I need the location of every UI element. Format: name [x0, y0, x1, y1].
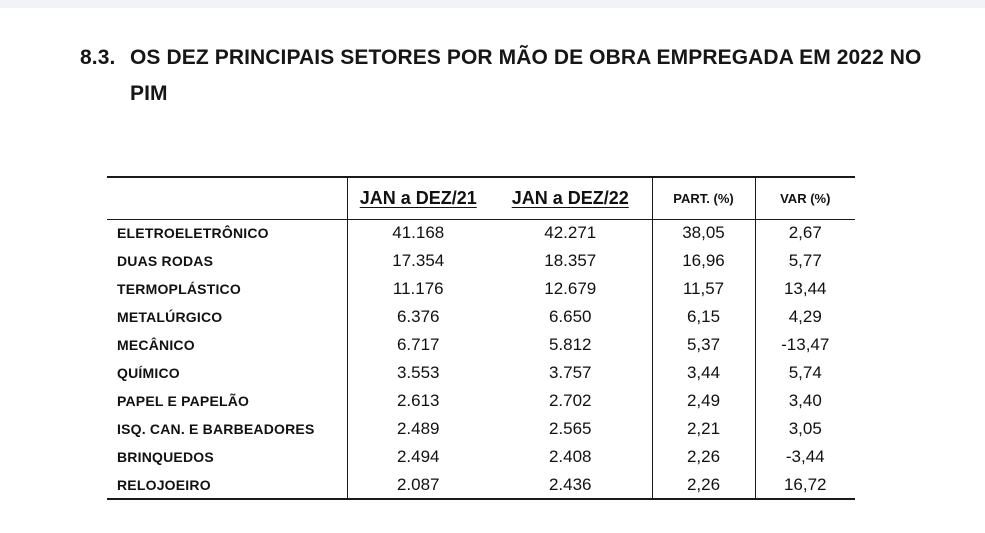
section-title-line-2: PIM — [130, 82, 168, 105]
value-2021: 11.176 — [347, 275, 489, 303]
participation-value: 38,05 — [652, 219, 755, 247]
table-row — [107, 359, 855, 387]
value-2021: 2.613 — [347, 387, 489, 415]
sectors-table — [107, 176, 855, 500]
value-2022: 12.679 — [544, 279, 597, 298]
variation-value: 5,74 — [755, 359, 855, 387]
participation-value: 11,57 — [652, 275, 755, 303]
section-title-line-1: OS DEZ PRINCIPAIS SETORES POR MÃO DE OBRA EMPREGADA EM 2022 NO — [130, 46, 922, 69]
value-2022: 3.757 — [548, 363, 592, 382]
header-participation: PART. (%) — [652, 177, 755, 219]
value-2022: 6.650 — [548, 307, 592, 326]
header-variation: VAR (%) — [755, 177, 855, 219]
top-edge-strip — [0, 0, 985, 8]
table-row — [107, 247, 855, 275]
sector-name: METALÚRGICO — [117, 309, 223, 325]
header-sector — [107, 177, 347, 219]
sector-name: DUAS RODAS — [117, 253, 214, 269]
value-2021: 41.168 — [347, 219, 489, 247]
value-2022: 18.357 — [544, 251, 597, 270]
participation-value: 3,44 — [652, 359, 755, 387]
variation-value: -3,44 — [755, 443, 855, 471]
header-jan-dez-22: JAN a DEZ/22 — [489, 177, 652, 219]
participation-value: 5,37 — [652, 331, 755, 359]
table-row — [107, 471, 855, 499]
value-2021: 6.376 — [347, 303, 489, 331]
value-2022: 2.565 — [548, 419, 592, 438]
variation-value: 16,72 — [755, 471, 855, 499]
variation-value: 3,40 — [755, 387, 855, 415]
variation-value: 5,77 — [755, 247, 855, 275]
table-row — [107, 219, 855, 247]
participation-value: 2,49 — [652, 387, 755, 415]
variation-value: 3,05 — [755, 415, 855, 443]
participation-value: 16,96 — [652, 247, 755, 275]
value-2021: 2.489 — [347, 415, 489, 443]
participation-value: 2,26 — [652, 471, 755, 499]
sector-name: ELETROELETRÔNICO — [117, 225, 269, 242]
variation-value: 4,29 — [755, 303, 855, 331]
variation-value: -13,47 — [755, 331, 855, 359]
sector-name: ISQ. CAN. E BARBEADORES — [117, 421, 315, 437]
value-2021: 2.494 — [347, 443, 489, 471]
table-row — [107, 443, 855, 471]
value-2022: 2.702 — [548, 391, 592, 410]
value-2022: 2.436 — [489, 471, 652, 499]
section-heading — [80, 40, 950, 112]
value-2021: 17.354 — [347, 247, 489, 275]
value-2022: 42.271 — [544, 223, 597, 243]
value-2022: 5.812 — [548, 335, 592, 354]
value-2021: 3.553 — [347, 359, 489, 387]
sector-name: MECÂNICO — [117, 337, 195, 353]
table-row — [107, 415, 855, 443]
header-jan-dez-21: JAN a DEZ/21 — [347, 177, 489, 219]
table-row — [107, 387, 855, 415]
variation-value: 13,44 — [755, 275, 855, 303]
value-2021: 6.717 — [347, 331, 489, 359]
table-row — [107, 331, 855, 359]
sector-name: TERMOPLÁSTICO — [117, 281, 241, 297]
sector-name: QUÍMICO — [117, 365, 180, 381]
variation-value: 2,67 — [755, 219, 855, 247]
value-2021: 2.087 — [347, 471, 489, 499]
table-header-row — [107, 177, 855, 219]
participation-value: 2,21 — [652, 415, 755, 443]
table-row — [107, 275, 855, 303]
sector-name: BRINQUEDOS — [117, 449, 214, 465]
participation-value: 6,15 — [652, 303, 755, 331]
sector-name: PAPEL E PAPELÃO — [117, 393, 250, 409]
value-2022: 2.408 — [548, 447, 592, 466]
table-row — [107, 303, 855, 331]
section-number: 8.3. — [80, 46, 116, 69]
sector-name: RELOJOEIRO — [107, 471, 347, 499]
participation-value: 2,26 — [652, 443, 755, 471]
